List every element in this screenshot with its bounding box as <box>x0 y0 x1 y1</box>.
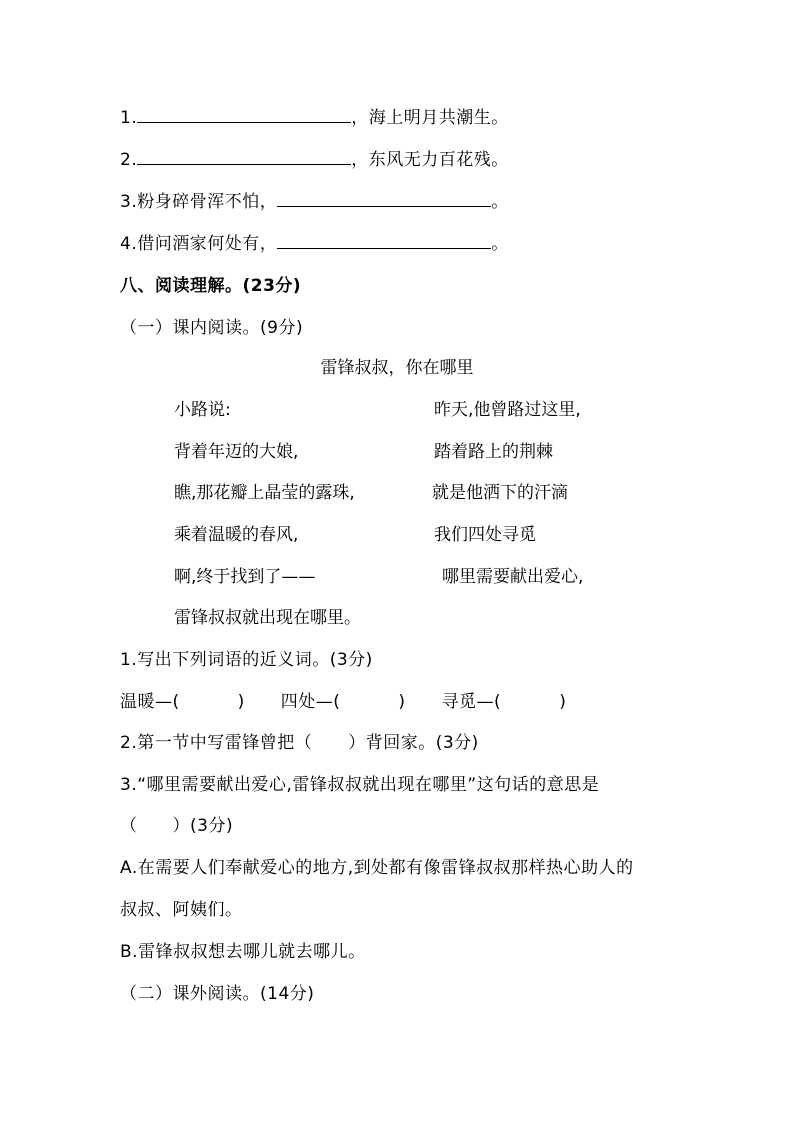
poem-left-line: 乘着温暖的春风, <box>174 525 299 545</box>
answer-blank[interactable] <box>137 106 351 123</box>
fill-line-4 <box>120 232 509 256</box>
fill-line-2 <box>120 148 509 172</box>
synonym-item: ) <box>398 692 406 712</box>
fill-text: 粉身碎骨浑不怕， <box>137 192 278 212</box>
answer-blank[interactable] <box>137 148 351 165</box>
question-2 <box>120 731 479 755</box>
question-3-prompt: 3.“哪里需要献出爱心,雷锋叔叔就出现在哪里”这句话的意思是 <box>120 775 600 795</box>
poem-right-line: 踏着路上的荆棘 <box>434 442 553 462</box>
fill-line-1 <box>120 106 509 130</box>
fill-number: 2. <box>120 150 138 170</box>
poem-right-line: 哪里需要献出爱心, <box>442 567 584 587</box>
fill-number: 1. <box>120 108 138 128</box>
poem-right-line: 我们四处寻觅 <box>434 525 536 545</box>
fill-text: 。 <box>491 234 509 254</box>
option-a-cont: 叔叔、阿姨们。 <box>120 900 243 920</box>
question-3-answer[interactable]: （ ）(3分) <box>120 816 234 836</box>
section-heading: 八、阅读理解。(23分) <box>120 276 302 296</box>
poem-left-line: 小路说: <box>174 400 231 420</box>
part2-heading: （二）课外阅读。(14分) <box>120 984 315 1004</box>
synonym-item: 寻觅—( <box>441 692 502 712</box>
fill-text: 借问酒家何处有， <box>137 234 278 254</box>
poem-left-line: 背着年迈的大娘, <box>174 442 299 462</box>
question-1-prompt: 1.写出下列词语的近义词。(3分) <box>120 650 373 670</box>
synonym-item: ) <box>559 692 567 712</box>
question-text: ）背回家。(3分) <box>348 733 479 753</box>
part1-heading: （一）课内阅读。(9分) <box>120 318 304 338</box>
synonym-item: 四处—( <box>280 692 341 712</box>
poem-left-line: 瞧,那花瓣上晶莹的露珠, <box>174 483 355 503</box>
poem-left-line: 雷锋叔叔就出现在哪里。 <box>174 608 361 628</box>
question-text: 2.第一节中写雷锋曾把（ <box>120 733 313 753</box>
question-1-items <box>120 690 566 714</box>
fill-number: 4. <box>120 234 138 254</box>
fill-text: ，东风无力百花残。 <box>351 150 509 170</box>
option-a: A.在需要人们奉献爱心的地方,到处都有像雷锋叔叔那样热心助人的 <box>120 858 634 878</box>
poem-right-line: 就是他洒下的汗滴 <box>432 483 568 503</box>
poem-title: 雷锋叔叔，你在哪里 <box>320 358 474 378</box>
option-b: B.雷锋叔叔想去哪儿就去哪儿。 <box>120 942 366 962</box>
poem-left-line: 啊,终于找到了—— <box>174 567 316 587</box>
fill-text: 。 <box>491 192 509 212</box>
synonym-item: ) <box>237 692 245 712</box>
poem-right-line: 昨天,他曾路过这里, <box>434 400 581 420</box>
fill-text: ，海上明月共潮生。 <box>351 108 509 128</box>
fill-number: 3. <box>120 192 138 212</box>
answer-blank[interactable] <box>277 190 491 207</box>
fill-line-3 <box>120 190 509 214</box>
synonym-item: 温暖—( <box>120 692 180 712</box>
answer-blank[interactable] <box>277 232 491 249</box>
